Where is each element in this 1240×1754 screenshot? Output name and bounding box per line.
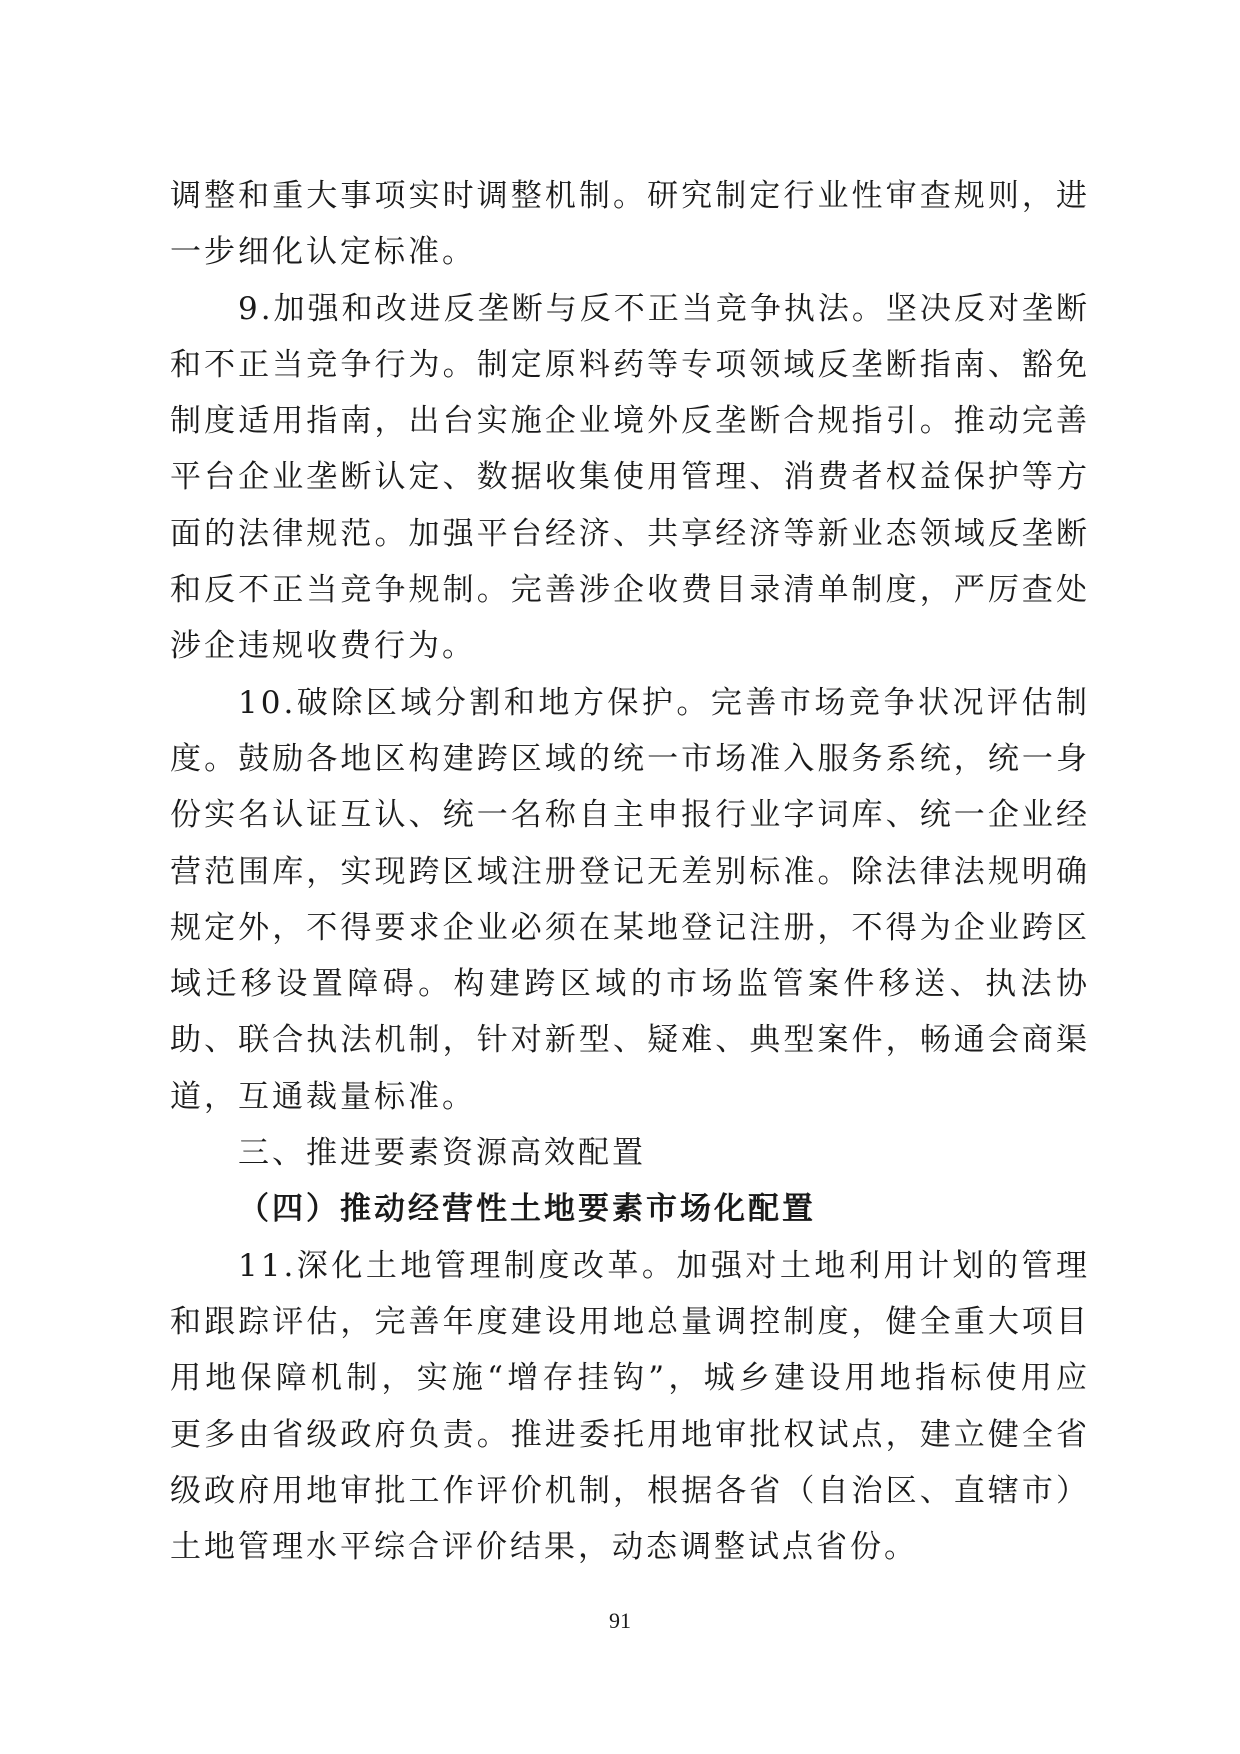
paragraph-continuation: 调整和重大事项实时调整机制。研究制定行业性审查规则，进一步细化认定标准。 xyxy=(170,178,1090,271)
paragraph-item-11: 11.深化土地管理制度改革。加强对土地利用计划的管理和跟踪评估，完善年度建设用地总量调控制度，健全重大项目用地保障机制，实施“增存挂钩”，城乡建设用地指标使用应更多由省级政府负责。推进委托用地审批权试点，建立健全省级政府用地审批工作评价机制，根据各省（自治区、直辖市）土地管理水平综合评价结果，动态调整试点省份。 xyxy=(170,1247,1090,1566)
section-heading: 三、推进要素资源高效配置 xyxy=(238,1135,646,1172)
page-number: 91 xyxy=(609,1608,631,1633)
body-text xyxy=(170,168,1090,1575)
subsection-heading: （四）推动经营性土地要素市场化配置 xyxy=(238,1191,816,1228)
paragraph-item-9: 9.加强和改进反垄断与反不正当竞争执法。坚决反对垄断和不正当竞争行为。制定原料药等专项领域反垄断指南、豁免制度适用指南，出台实施企业境外反垄断合规指引。推动完善平台企业垄断认定、数据收集使用管理、消费者权益保护等方面的法律规范。加强平台经济、共享经济等新业态领域反垄断和反不正当竞争规制。完善涉企收费目录清单制度，严厉查处涉企违规收费行为。 xyxy=(170,290,1090,665)
paragraph-item-10: 10.破除区域分割和地方保护。完善市场竞争状况评估制度。鼓励各地区构建跨区域的统一市场准入服务系统，统一身份实名认证互认、统一名称自主申报行业字词库、统一企业经营范围库，实现跨区域注册登记无差别标准。除法律法规明确规定外，不得要求企业必须在某地登记注册，不得为企业跨区域迁移设置障碍。构建跨区域的市场监管案件移送、执法协助、联合执法机制，针对新型、疑难、典型案件，畅通会商渠道，互通裁量标准。 xyxy=(170,684,1090,1115)
